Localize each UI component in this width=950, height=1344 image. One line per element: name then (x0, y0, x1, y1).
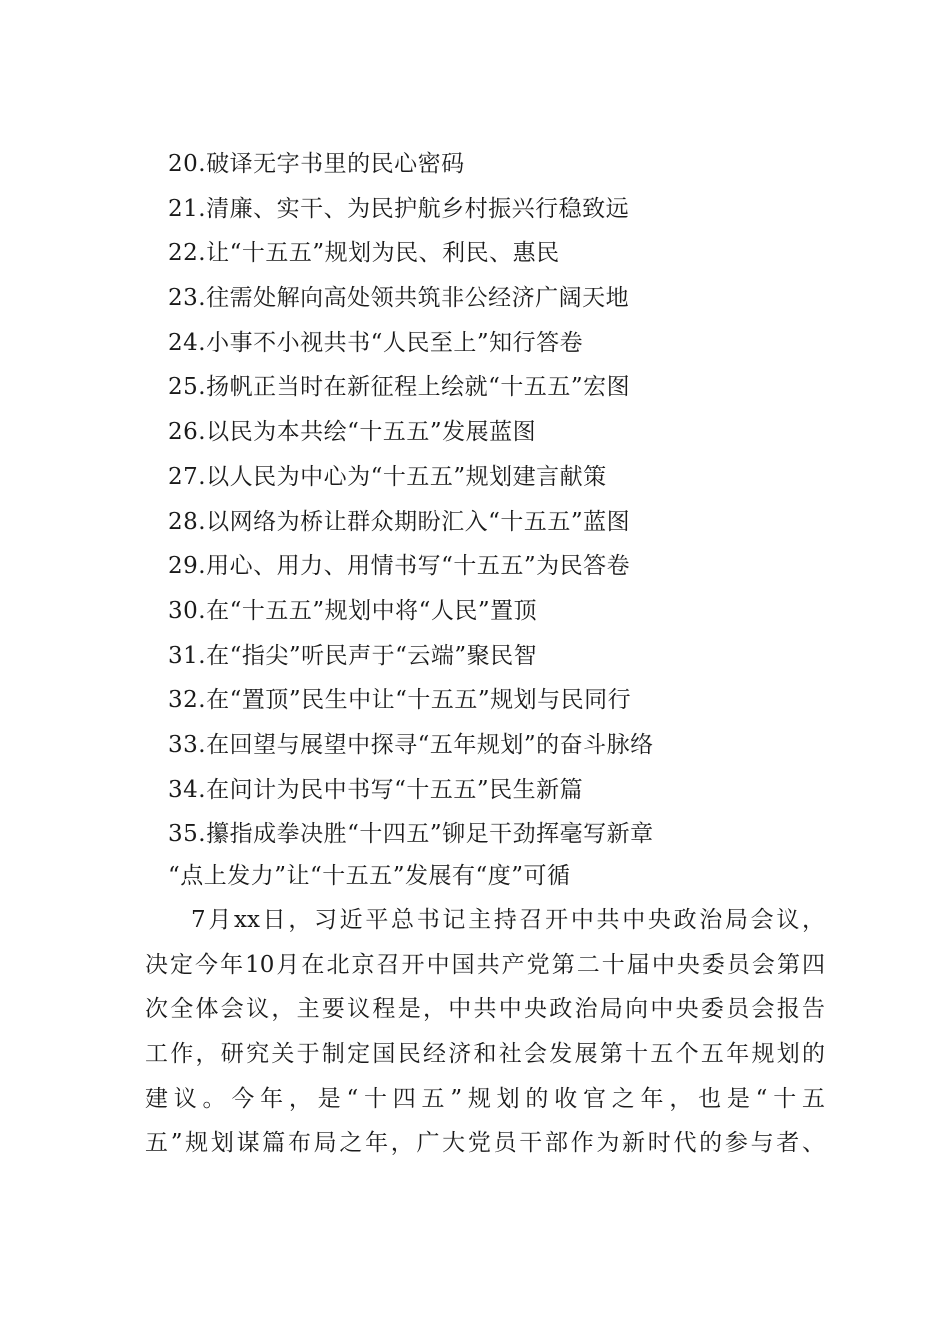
list-item: 24.小事不小视共书“人民至上”知行答卷 (168, 329, 584, 356)
list-item: 33.在回望与展望中探寻“五年规划”的奋斗脉络 (168, 731, 654, 758)
paragraph-line: 决定今年10月在北京召开中国共产党第二十届中央委员会第四 (145, 951, 825, 978)
list-item: 34.在问计为民中书写“十五五”民生新篇 (168, 776, 584, 803)
list-item: 22.让“十五五”规划为民、利民、惠民 (168, 240, 560, 267)
list-item: 27.以人民为中心为“十五五”规划建言献策 (168, 463, 607, 490)
title-list (168, 142, 888, 857)
paragraph-line: 7月xx日，习近平总书记主持召开中共中央政治局会议， (191, 907, 825, 933)
list-item: 21.清廉、实干、为民护航乡村振兴行稳致远 (168, 195, 630, 222)
paragraph-line: 工作，研究关于制定国民经济和社会发展第十五个五年规划的 (145, 1041, 825, 1068)
list-item: 28.以网络为桥让群众期盼汇入“十五五”蓝图 (168, 508, 631, 535)
paragraph-line: 五”规划谋篇布局之年，广大党员干部作为新时代的参与者、 (145, 1130, 825, 1157)
list-item: 30.在“十五五”规划中将“人民”置顶 (168, 597, 538, 624)
list-item: 29.用心、用力、用情书写“十五五”为民答卷 (168, 553, 631, 580)
list-item: 20.破译无字书里的民心密码 (168, 151, 465, 177)
list-item: 26.以民为本共绘“十五五”发展蓝图 (168, 419, 537, 446)
article-heading: “点上发力”让“十五五”发展有“度”可循 (168, 863, 571, 889)
list-item: 31.在“指尖”听民声于“云端”聚民智 (168, 642, 538, 669)
article-paragraph (145, 898, 825, 1166)
list-item: 35.攥指成拳决胜“十四五”铆足干劲挥毫写新章 (168, 821, 654, 848)
list-item: 25.扬帆正当时在新征程上绘就“十五五”宏图 (168, 374, 631, 401)
paragraph-line: 建议。今年，是“十四五”规划的收官之年，也是“十五 (145, 1085, 825, 1112)
paragraph-line: 次全体会议，主要议程是，中共中央政治局向中央委员会报告 (145, 996, 825, 1023)
list-item: 23.往需处解向高处领共筑非公经济广阔天地 (168, 285, 630, 312)
list-item: 32.在“置顶”民生中让“十五五”规划与民同行 (168, 687, 632, 714)
